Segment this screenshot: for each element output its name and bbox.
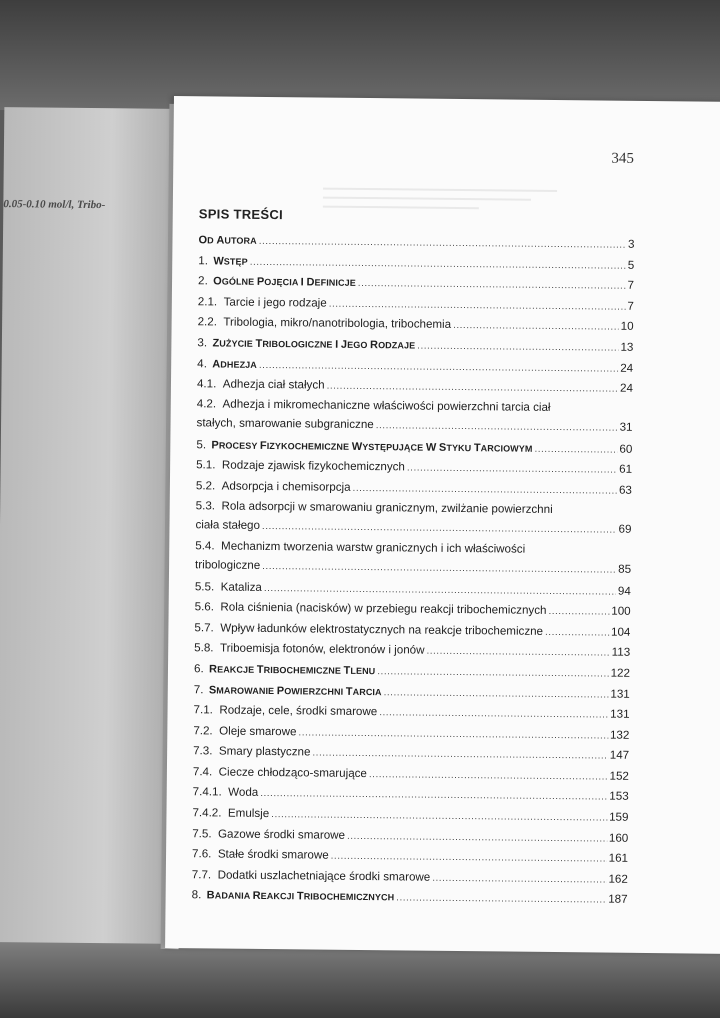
toc-entry-title-text: Woda [228,786,259,800]
toc-entry-title-text: Rodzaje zjawisk fizykochemicznych [221,458,405,474]
toc-entry-row [192,886,628,912]
toc-entry-title [197,374,325,396]
toc-entry-page: 13 [620,340,634,354]
toc-entry-title [198,292,327,314]
toc-entry-title [194,680,382,703]
toc-entry-number: 8. [191,888,202,902]
toc-entry-title [198,313,452,336]
toc-leader-dots [379,703,608,726]
toc-entry-title-text: stałych, smarowanie subgraniczne [196,416,374,431]
toc-entry-number: 2. [197,274,209,288]
toc-entry-number: 2.1. [197,295,218,309]
toc-entry-title-text: Adhezja ciał stałych [222,377,325,392]
toc-entry-page: 100 [611,604,631,618]
toc-entry-page: 159 [609,810,629,824]
toc-leader-dots [384,683,609,706]
toc-entry-number: 7.4.2. [192,806,222,820]
toc-entry-page: 60 [619,442,633,456]
toc-entry-page: 132 [609,728,630,742]
toc-leader-dots [376,416,618,439]
toc-entry-title-text: BADANIA REAKCJI TRIBOCHEMICZNYCH [206,889,395,903]
toc-entry-title-text: ciała stałego [195,517,261,532]
toc-entry [196,395,632,440]
toc-entry-number: 1. [198,253,209,267]
toc-entry-title [197,354,257,375]
toc-entry-title [193,721,296,743]
toc-entry-number: 7.4. [192,765,213,779]
toc-entry-page: 7 [627,278,635,293]
toc-entry-page: 5 [627,258,635,272]
toc-entry-page: 31 [619,420,633,434]
toc-leader-dots [453,316,619,338]
toc-entry-page: 187 [608,893,628,907]
toc-entry-number: 7.3. [193,744,213,758]
toc-entry-title-text: Rodzaje, cele, środki smarowe [219,703,378,719]
toc-entry-title [192,844,329,866]
toc-entry-title-text: Rola adsorpcji w smarowaniu granicznym, zwilżanie powierzchni [221,499,553,516]
toc-entry-title-text: Ciecze chłodząco-smarujące [218,765,368,780]
toc-entry-page: 162 [608,872,628,886]
toc-entry-number: 6. [193,662,204,676]
toc-entry-number: 2.2. [197,315,218,329]
toc-entry-page: 3 [627,237,635,251]
toc-entry-page: 131 [610,687,630,701]
toc-entry-title-text: Triboemisja fotonów, elektronów i jonów [219,641,425,657]
toc-entry-title-text: PROCESY FIZYKOCHEMICZNE WYSTĘPUJĄCE W STYKU TARCIOWYM [211,439,533,454]
toc-entry-title-text: Tribologia, mikro/nanotribologia, tribochemia [223,315,452,332]
toc-entry-page: 85 [618,562,632,576]
toc-entry-page: 94 [617,584,631,598]
toc-entry-number: 7. [193,682,204,696]
toc-entry-title-text: Smary plastyczne [218,744,311,759]
toc-entry-title [192,824,345,846]
toc-entry-page: 152 [609,769,629,783]
toc-entry-title-text: OGÓLNE POJĘCIA I DEFINICJE [213,275,356,289]
toc-entry-title [198,230,256,251]
toc-entry-page: 10 [620,320,634,334]
toc-entry [195,497,631,542]
page-number: 345 [611,150,634,167]
toc-entry-page: 63 [618,483,632,497]
toc-entry-title [193,762,367,784]
bleed-through-text [323,188,583,218]
toc-entry-page: 160 [608,831,629,845]
toc-entry-page: 61 [619,463,633,477]
toc-entry-title [194,639,424,662]
toc-leader-dots [262,516,617,540]
toc-title: SPIS TREŚCI [198,206,284,223]
toc-entry-title-text: Stałe środki smarowe [217,847,329,862]
toc-entry-page: 24 [619,381,634,395]
toc-entry-page: 131 [610,707,630,721]
toc-entry-title [198,251,248,272]
toc-leader-dots [426,642,609,665]
toc-entry-page: 147 [609,748,630,763]
toc-entry-number: 5.7. [194,620,214,635]
toc-leader-dots [407,459,618,482]
toc-entry-title [195,515,260,536]
toc-entry-page: 153 [609,790,629,804]
toc-entry-title [197,333,415,356]
toc-entry-title [193,700,377,723]
scan-background-top [0,0,720,110]
toc-entry-title-text: Adsorpcja i chemisorpcja [221,479,351,494]
left-page [0,107,184,944]
toc-entry-title-text: OD AUTORA [198,234,257,247]
toc-entry-number: 5.1. [196,458,216,472]
toc-entry-number: 5.3. [195,498,216,512]
toc-entry-title [196,413,373,435]
toc-entry-title [196,476,351,498]
toc-leader-dots [377,662,609,685]
toc-entry-number: 7.6. [191,847,212,861]
toc-entry-title-text: Oleje smarowe [219,724,297,739]
toc-entry-title-text: REAKCJE TRIBOCHEMICZNE TLENU [209,663,376,677]
toc-entry-number: 4.1. [196,377,217,391]
toc-entry-page: 104 [611,625,631,639]
toc-entry-number: 7.1. [193,703,213,717]
toc-entry-number: 4.2. [196,397,217,411]
toc-entry-number: 5. [196,438,207,452]
toc-entry-title [192,865,431,888]
toc-leader-dots [417,337,618,360]
toc-leader-dots [548,602,609,623]
toc-leader-dots [432,869,606,891]
toc-entry-title [192,803,269,824]
left-page-visible-line: 0.05-0.10 mol/l, Tribo- [3,198,106,212]
toc-entry-title [194,659,376,681]
table-of-contents [192,230,635,911]
toc-entry-title-text: ZUŻYCIE TRIBOLOGICZNE I JEGO RODZAJE [212,337,416,352]
toc-entry-number: 5.6. [194,600,215,614]
toc-entry-title [192,886,395,909]
toc-entry-number: 5.5. [194,579,215,593]
left-page-text [3,197,173,214]
toc-entry-number: 7.5. [192,826,212,841]
toc-entry-title-text: Rola ciśnienia (nacisków) w przebiegu reakcji tribochemicznych [220,600,547,618]
toc-entry-number: 7.4.1. [192,785,222,800]
toc-entry-title-text: ADHEZJA [212,357,257,371]
toc-entry-title-text: SMAROWANIE POWIERZCHNI TARCIA [208,683,382,698]
toc-entry-title-text: Tarcie i jego rodzaje [223,295,327,310]
toc-entry-page: 69 [618,522,632,536]
toc-entry-title-text: Dodatki uszlachetniające środki smarowe [217,868,431,884]
toc-entry-title-text: Gazowe środki smarowe [218,827,346,842]
toc-entry [195,537,631,582]
toc-entry-title-text: Emulsje [227,806,270,821]
toc-entry-number: 7.2. [193,723,213,738]
toc-entry-page: 122 [610,666,631,680]
toc-entry-title [196,456,405,479]
toc-leader-dots [262,556,616,580]
toc-entry-title-text: Kataliza [220,580,262,594]
toc-entry-page: 7 [627,299,634,313]
toc-entry-page: 24 [620,361,634,375]
toc-entry-number: 5.8. [194,641,214,655]
toc-entry-title [198,271,356,293]
toc-leader-dots [358,274,626,297]
toc-entry-title-text: Adhezja i mikromechaniczne właściwości powierzchni tarcia ciał [222,397,551,414]
toc-entry-number: 7.7. [191,868,212,882]
toc-entry-number: 4. [197,356,208,370]
toc-entry-title [195,555,260,576]
toc-entry-title [193,783,259,804]
toc-entry-number: 3. [197,336,208,350]
toc-entry-title [193,742,311,764]
toc-entry-title [195,577,262,598]
toc-entry-number: 5.4. [195,538,215,552]
toc-entry-number: 5.2. [195,479,216,493]
toc-entry-page: 161 [608,851,629,866]
toc-leader-dots [545,623,609,644]
toc-leader-dots [369,765,608,788]
toc-leader-dots [534,440,617,461]
toc-entry-title-text: WSTĘP [213,255,248,268]
toc-entry-page: 113 [611,645,631,660]
toc-entry-title-text: tribologiczne [195,557,261,572]
toc-entry-title-text: Wpływ ładunków elektrostatycznych na reakcje tribochemiczne [220,621,544,638]
right-page [165,96,720,954]
toc-leader-dots [396,889,606,912]
toc-entry-title-text: Mechanizm tworzenia warstw granicznych i ich właściwości [221,539,526,556]
toc-leader-dots [347,827,607,850]
